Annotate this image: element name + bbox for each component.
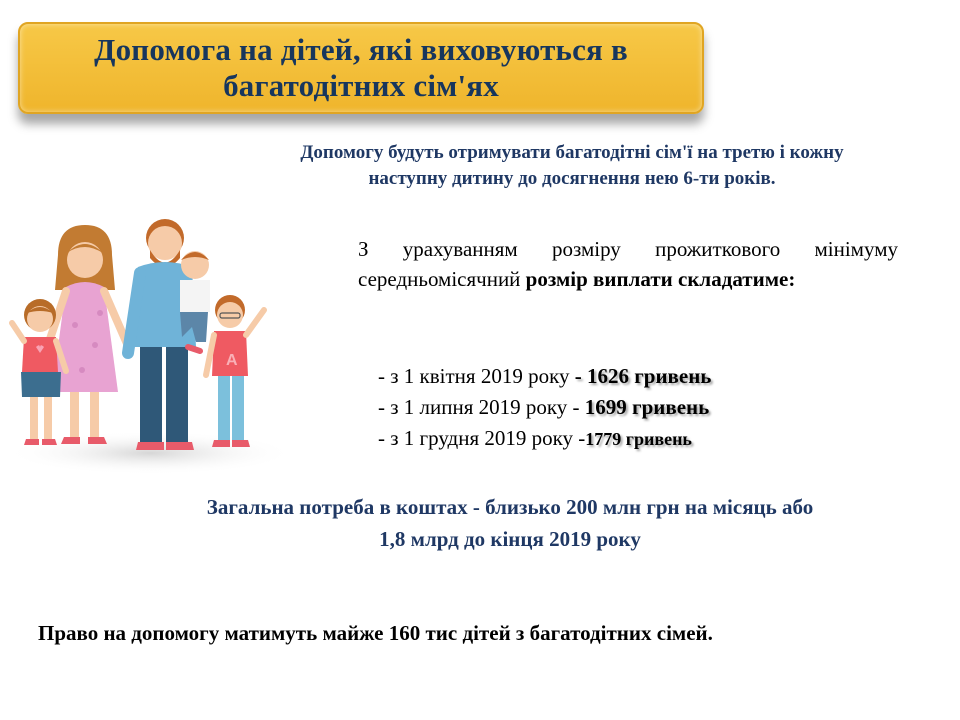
calc-prefix: З урахуванням розміру прожиткового мінімуму середньомісячний bbox=[358, 237, 898, 291]
intro-line-1: Допомогу будуть отримувати багатодітні сім'ї на третю і кожну bbox=[300, 142, 844, 163]
payment-item bbox=[378, 392, 711, 423]
payment-label: - з 1 липня 2019 року - bbox=[378, 395, 585, 419]
rights-text: Право на допомогу матимуть майже 160 тис дітей з багатодітних сімей. bbox=[38, 621, 713, 645]
payment-item bbox=[378, 423, 711, 455]
title-banner bbox=[18, 22, 704, 114]
total-line-1: Загальна потреба в коштах - близько 200 млн грн на місяць або bbox=[206, 495, 814, 519]
total-need-text bbox=[100, 491, 920, 555]
boy-figure bbox=[206, 295, 264, 447]
mother-figure bbox=[46, 225, 128, 444]
total-line-2: 1,8 млрд до кінця 2019 року bbox=[379, 527, 641, 551]
title-line-1: Допомога на дітей, які виховуються в bbox=[94, 32, 628, 67]
payment-amount: - 1626 гривень bbox=[574, 364, 712, 388]
payment-label: - з 1 грудня 2019 року - bbox=[378, 426, 586, 450]
payment-item bbox=[378, 361, 711, 392]
payment-amount: 1699 гривень bbox=[584, 395, 710, 419]
intro-text bbox=[222, 140, 922, 192]
svg-text:A: A bbox=[226, 352, 238, 369]
payment-label: - з 1 квітня 2019 року bbox=[378, 364, 575, 388]
payment-amount: 1779 гривень bbox=[585, 429, 692, 449]
father-figure bbox=[128, 219, 196, 450]
page-title bbox=[94, 32, 628, 104]
family-illustration bbox=[0, 205, 300, 475]
payments-list bbox=[378, 361, 711, 455]
intro-line-2: наступну дитину до досягнення нею 6-ти років. bbox=[368, 168, 776, 189]
calculation-text bbox=[358, 234, 898, 294]
title-line-2: багатодітних сім'ях bbox=[223, 68, 499, 103]
calc-bold: розмір виплати складатиме: bbox=[525, 267, 796, 291]
